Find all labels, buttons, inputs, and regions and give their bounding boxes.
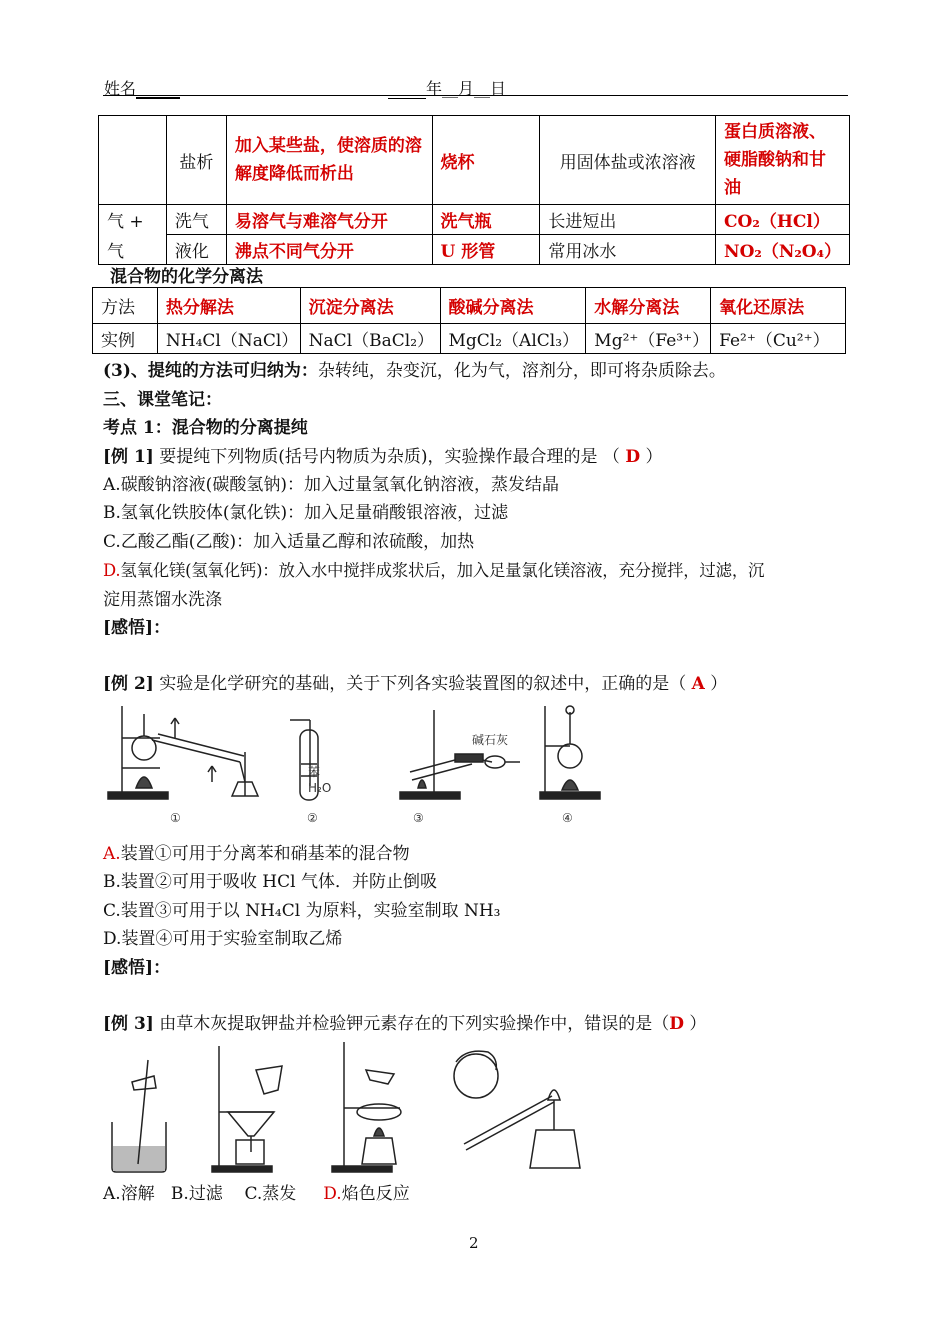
physical-separation-table [98, 115, 850, 265]
option-b: B.氢氧化铁胶体(氯化铁)：加入足量硝酸银溶液，过滤 [103, 503, 509, 523]
dissolve-beaker [112, 1060, 166, 1172]
caption-1: ① [170, 811, 181, 825]
instrument-cell: 烧杯 [432, 116, 540, 205]
apparatus-figure [100, 700, 630, 828]
example-cell: NaCl（BaCl₂） [300, 324, 440, 354]
category-cell [99, 116, 167, 205]
example-cell: NO₂（N₂O₄） [716, 235, 850, 265]
notes-cell: 用固体盐或浓溶液 [540, 116, 716, 205]
method-cell: 氧化还原法 [711, 288, 846, 324]
instrument-cell: U 形管 [432, 235, 540, 265]
water-label: H₂O [308, 781, 332, 795]
option-c: C.装置③可用于以 NH₄Cl 为原料，实验室制取 NH₃ [103, 901, 501, 921]
method-cell: 酸碱分离法 [440, 288, 586, 324]
option-b: B.装置②可用于吸收 HCl 气体．并防止倒吸 [103, 872, 437, 892]
example-cell: 蛋白质溶液、硬脂酸钠和甘油 [716, 116, 850, 205]
purify-summary: (3)、提纯的方法可归纳为：杂转纯，杂变沉，化为气，溶剂分，即可将杂质除去。 [103, 361, 726, 381]
table-row [99, 116, 850, 205]
principle-cell: 沸点不同气分开 [226, 235, 432, 265]
answer-label: D [669, 1014, 684, 1034]
table-row [99, 205, 850, 235]
topic-heading: 考点 1：混合物的分离提纯 [103, 418, 308, 438]
instrument-cell: 洗气瓶 [432, 205, 540, 235]
method-cell: 洗气 [166, 205, 226, 235]
method-cell: 热分解法 [157, 288, 300, 324]
soda-lime-label: 碱石灰 [472, 733, 509, 747]
method-cell: 沉淀分离法 [300, 288, 440, 324]
method-head: 方法 [93, 288, 158, 324]
benzene-label: 苯 [308, 765, 321, 779]
method-cell: 液化 [166, 235, 226, 265]
principle-cell: 加入某些盐，使溶质的溶解度降低而析出 [226, 116, 432, 205]
table-row [93, 324, 846, 354]
reflection-label: [感悟]： [103, 958, 171, 978]
table-row [99, 235, 850, 265]
example-cell: CO₂（HCl） [716, 205, 850, 235]
answer-label: D [625, 447, 641, 467]
example-2-question: [例 2] 实验是化学研究的基础，关于下列各实验装置图的叙述中，正确的是（ A ） [103, 674, 728, 694]
option-d-continued: 淀用蒸馏水洗涤 [103, 590, 222, 610]
option-c: C.乙酸乙酯(乙酸)：加入适量乙醇和浓硫酸，加热 [103, 532, 475, 552]
header-rule [103, 95, 848, 96]
date-field: 年__月__日 [388, 76, 506, 99]
filter-apparatus [212, 1046, 282, 1172]
chemical-separation-table [92, 287, 846, 354]
notes-heading: 三、课堂笔记： [103, 390, 222, 410]
option-d: D.氢氧化镁(氢氧化钙)：放入水中搅拌成浆状后，加入足量氯化镁溶液，充分搅拌，过滤，沉 [103, 561, 765, 580]
example-head: 实例 [93, 324, 158, 354]
category-cell: 气 [99, 235, 167, 265]
ethylene-apparatus [540, 706, 600, 799]
caption-2: ② [307, 811, 318, 825]
category-cell: 气 + [99, 205, 167, 235]
distillation-apparatus [108, 706, 258, 799]
example-cell: NH₄Cl（NaCl） [157, 324, 300, 354]
example-1-question: [例 1] 要提纯下列物质(括号内物质为杂质)，实验操作最合理的是 （ D ） [103, 447, 663, 467]
example-3-question: [例 3] 由草木灰提取钾盐并检验钾元素存在的下列实验操作中，错误的是（D ） [103, 1014, 707, 1034]
example-cell: Fe²⁺（Cu²⁺） [711, 324, 846, 354]
evaporate-apparatus [332, 1042, 401, 1172]
page-number: 2 [469, 1234, 479, 1252]
reflection-label: [感悟]： [103, 618, 171, 638]
answer-label: A [691, 674, 705, 694]
option-a: A.装置①可用于分离苯和硝基苯的混合物 [103, 844, 410, 864]
chemical-separation-title: 混合物的化学分离法 [110, 267, 263, 287]
principle-cell: 易溶气与难溶气分开 [226, 205, 432, 235]
notes-cell: 长进短出 [540, 205, 716, 235]
ammonia-apparatus [400, 710, 520, 799]
flame-test [454, 1051, 580, 1168]
option-a: A.碳酸钠溶液(碳酸氢钠)：加入过量氢氧化钠溶液，蒸发结晶 [103, 475, 559, 495]
example-cell: MgCl₂（AlCl₃） [440, 324, 586, 354]
method-cell: 盐析 [166, 116, 226, 205]
example-cell: Mg²⁺（Fe³⁺） [586, 324, 711, 354]
option-d: D.装置④可用于实验室制取乙烯 [103, 929, 343, 949]
caption-4: ④ [562, 811, 573, 825]
method-cell: 水解分离法 [586, 288, 711, 324]
caption-3: ③ [413, 811, 424, 825]
example-3-options: A.溶解 B.过滤 C.蒸发 D.焰色反应 [103, 1184, 410, 1204]
name-field: 姓名 [104, 76, 180, 99]
table-row [93, 288, 846, 324]
notes-cell: 常用冰水 [540, 235, 716, 265]
operations-figure [104, 1040, 614, 1176]
